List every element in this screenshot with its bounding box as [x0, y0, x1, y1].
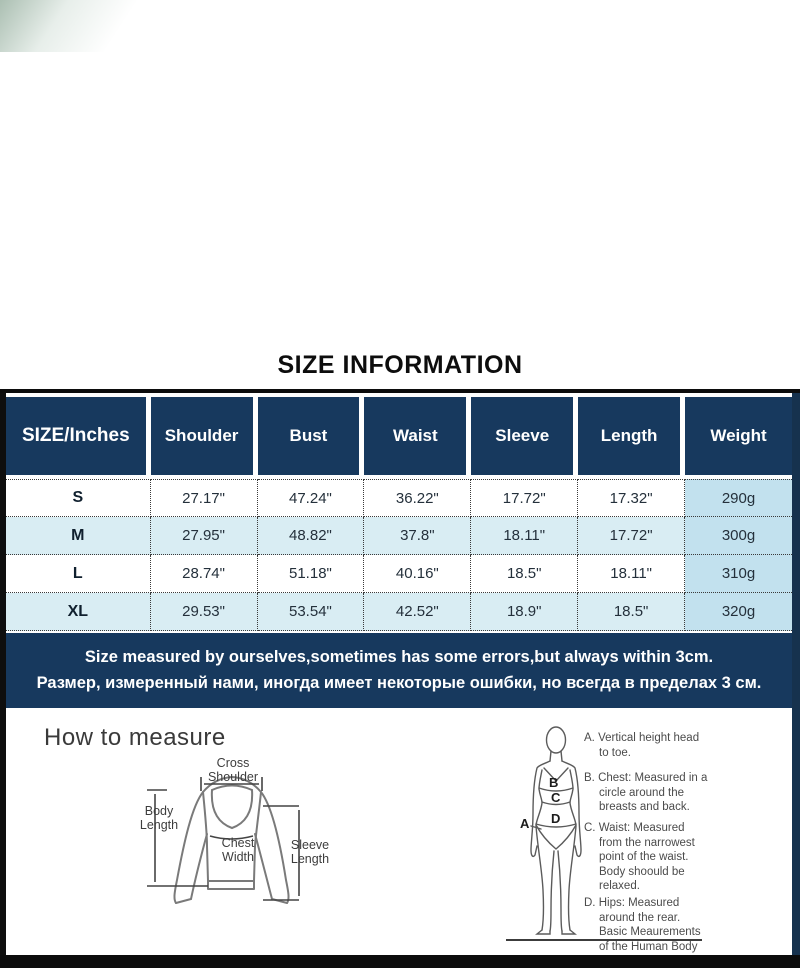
col-header-waist: Waist	[364, 397, 471, 479]
cell-sleeve: 18.11"	[471, 517, 578, 555]
figure-outline	[531, 727, 581, 934]
cell-sleeve: 18.5"	[471, 555, 578, 593]
right-border-bar	[792, 393, 800, 968]
cell-weight: 320g	[685, 593, 792, 631]
cell-weight: 290g	[685, 479, 792, 517]
col-header-weight: Weight	[685, 397, 792, 479]
label-line: Chest	[221, 836, 255, 850]
instruction-body: Chest: Measured in a circle around the breasts and back.	[598, 772, 708, 813]
label-line: Cross	[216, 756, 250, 770]
instruction-text	[584, 896, 708, 954]
instruction-d	[584, 896, 708, 954]
notice-banner	[6, 633, 792, 708]
cell-bust: 53.54"	[258, 593, 365, 631]
title-divider-rule	[0, 389, 800, 393]
notice-line-english: Size measured by ourselves,sometimes has some errors,but always within 3cm.	[84, 648, 714, 666]
cell-length: 18.11"	[578, 555, 685, 593]
instruction-b	[584, 771, 708, 815]
label-body-length	[128, 804, 190, 832]
label-line: Body	[144, 804, 174, 818]
label-sleeve-length	[278, 838, 342, 866]
instruction-text	[584, 731, 708, 760]
instruction-label: D.	[584, 897, 596, 909]
figure-marker-b: B	[549, 775, 559, 790]
figure-underline	[506, 939, 702, 941]
label-line: Width	[222, 850, 254, 864]
instruction-label: A.	[584, 732, 595, 744]
label-line: Length	[139, 818, 179, 832]
col-header-size: SIZE/Inches	[6, 397, 151, 479]
table-row-xl	[6, 593, 792, 631]
col-header-shoulder: Shoulder	[151, 397, 258, 479]
instruction-body: Waist: Measured from the narrowest point of the waist. Body shoould be relaxed.	[598, 822, 695, 892]
cell-size: XL	[6, 593, 151, 631]
label-chest-width	[198, 836, 278, 864]
cell-waist: 42.52"	[364, 593, 471, 631]
how-to-measure-heading: How to measure	[44, 724, 226, 751]
notice-line-russian: Размер, измеренный нами, иногда имеет некоторые ошибки, но всегда в пределах 3 см.	[36, 674, 762, 692]
label-line: Shoulder	[207, 770, 259, 784]
cell-weight: 310g	[685, 555, 792, 593]
cell-shoulder: 27.95"	[151, 517, 258, 555]
label-cross-shoulder	[202, 756, 264, 784]
cell-sleeve: 17.72"	[471, 479, 578, 517]
instruction-label: B.	[584, 772, 595, 784]
cell-bust: 48.82"	[258, 517, 365, 555]
label-line: Sleeve	[290, 838, 330, 852]
instruction-c	[584, 821, 708, 894]
cell-bust: 51.18"	[258, 555, 365, 593]
cell-sleeve: 18.9"	[471, 593, 578, 631]
cell-shoulder: 27.17"	[151, 479, 258, 517]
figure-marker-a: A	[520, 816, 530, 831]
table-header-row	[6, 397, 792, 479]
cell-size: S	[6, 479, 151, 517]
cell-length: 18.5"	[578, 593, 685, 631]
cell-bust: 47.24"	[258, 479, 365, 517]
cell-weight: 300g	[685, 517, 792, 555]
instruction-text	[584, 771, 708, 815]
bottom-border-bar	[0, 955, 800, 968]
cell-size: L	[6, 555, 151, 593]
instruction-label: C.	[584, 822, 596, 834]
instruction-a	[584, 731, 708, 760]
cell-waist: 36.22"	[364, 479, 471, 517]
how-to-measure-section	[6, 708, 792, 955]
cell-shoulder: 29.53"	[151, 593, 258, 631]
cell-waist: 40.16"	[364, 555, 471, 593]
cell-length: 17.72"	[578, 517, 685, 555]
col-header-bust: Bust	[258, 397, 365, 479]
figure-marker-d: D	[551, 811, 561, 826]
size-table	[6, 397, 792, 631]
table-row-l	[6, 555, 792, 593]
corner-gradient-decoration	[0, 0, 170, 52]
cell-waist: 37.8"	[364, 517, 471, 555]
col-header-length: Length	[578, 397, 685, 479]
table-row-s	[6, 479, 792, 517]
figure-marker-c: C	[551, 790, 561, 805]
label-line: Length	[290, 852, 330, 866]
col-header-sleeve: Sleeve	[471, 397, 578, 479]
table-row-m	[6, 517, 792, 555]
instruction-text	[584, 821, 708, 894]
cell-length: 17.32"	[578, 479, 685, 517]
cell-size: M	[6, 517, 151, 555]
instruction-body: Vertical height head to toe.	[598, 732, 700, 759]
cell-shoulder: 28.74"	[151, 555, 258, 593]
instruction-body: Hips: Measured around the rear. Basic Meaurements of the Human Body	[598, 897, 701, 953]
page-title: SIZE INFORMATION	[277, 351, 523, 379]
